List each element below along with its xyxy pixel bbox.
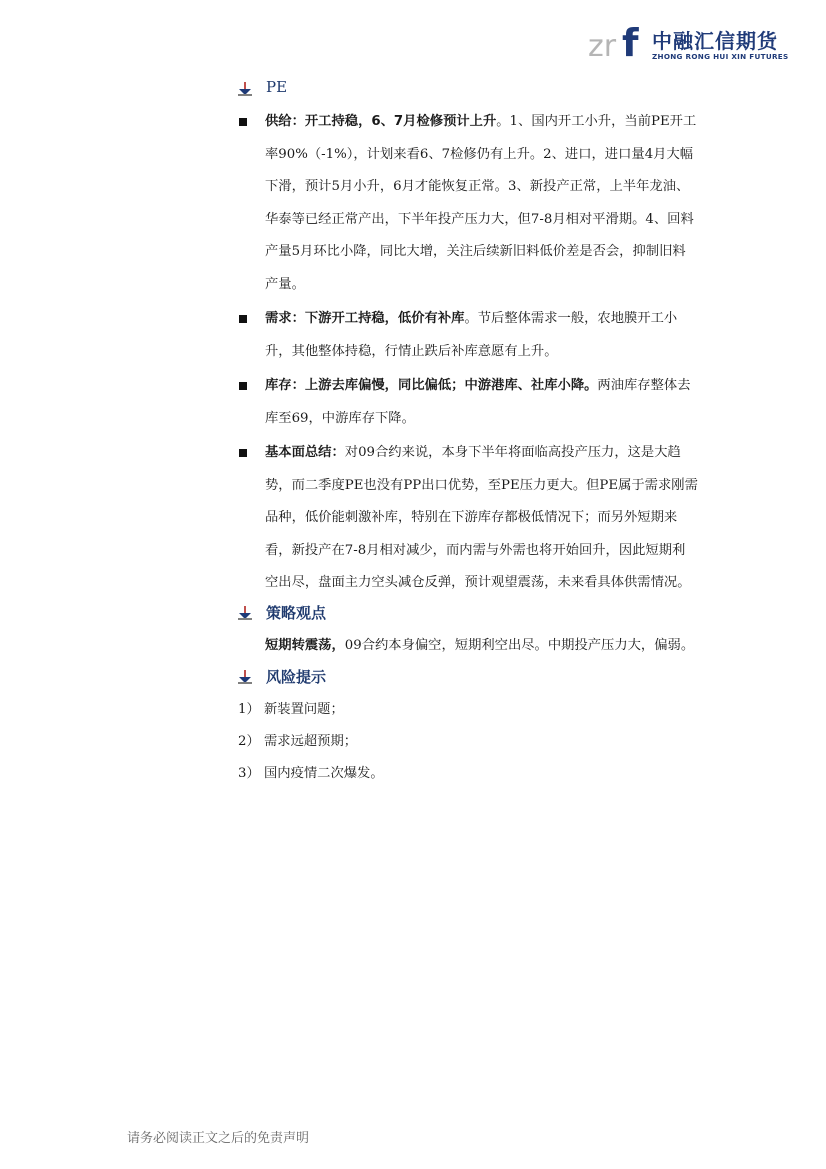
section-title-strategy: 策略观点	[266, 603, 327, 622]
section-heading-strategy	[238, 602, 698, 624]
section-heading-risk	[238, 666, 698, 688]
square-bullet-icon	[239, 382, 247, 390]
square-bullet-icon	[239, 315, 247, 323]
section-title-risk: 风险提示	[266, 668, 327, 686]
bullet-lead: 供给：开工持稳，6、7月检修预计上升	[265, 114, 497, 129]
arrow-bullet-icon	[238, 606, 252, 620]
bullet-body: 两油库存整体去库至69，中游库存下降。	[265, 378, 691, 426]
bullet-body: 。节后整体需求一般，农地膜开工小升，其他整体持稳，行情止跌后补库意愿有上升。	[265, 311, 678, 359]
arrow-bullet-icon	[238, 82, 252, 96]
bullet-lead: 需求：下游开工持稳，低价有补库	[265, 311, 465, 326]
bullet-lead: 基本面总结：	[265, 445, 345, 460]
company-name-cn: 中融汇信期货	[652, 29, 778, 53]
bullet-item-inventory	[238, 370, 698, 435]
arrow-bullet-icon	[238, 670, 252, 684]
bullet-item-summary	[238, 437, 698, 600]
bullet-item-supply	[238, 106, 698, 301]
strategy-paragraph	[238, 630, 698, 663]
bullet-item-demand	[238, 303, 698, 368]
zrf-logo-mark	[588, 20, 650, 64]
company-name-en: ZHONG RONG HUI XIN FUTURES	[652, 52, 789, 61]
footer-disclaimer: 请务必阅读正文之后的免责声明	[127, 1131, 310, 1146]
square-bullet-icon	[239, 118, 247, 126]
risk-item: 2） 需求远超预期；	[238, 734, 358, 749]
company-logo	[588, 18, 789, 64]
risk-item: 1） 新装置问题；	[238, 702, 344, 717]
bullet-body: 对09合约来说，本身下半年将面临高投产压力，这是大趋势，而二季度PE也没有PP出口优势，至PE压力更大。但PE属于需求刚需品种，低价能刺激补库，特别在下游库存都极低情况下；而另外短期来看，新投产在7-8月相对减少，而内需与外需也将开始回升，因此短期利空出尽，盘面主力空头减仓反弹，预计观望震荡，未来看具体供需情况。	[265, 445, 698, 590]
svg-text:zr: zr	[588, 29, 617, 64]
bullet-lead: 库存：上游去库偏慢，同比偏低；中游港库、社库小降。	[265, 378, 598, 393]
risk-item: 3） 国内疫情二次爆发。	[238, 766, 384, 781]
bullet-body: 。1、国内开工小升，当前PE开工率90%（-1%），计划来看6、7检修仍有上升。2、进口，进口量4月大幅下滑，预计5月小升，6月才能恢复正常。3、新投产正常，上半年龙油、华泰等已经正常产出，下半年投产压力大，但7-8月相对平滑期。4、回料产量5月环比小降，同比大增，关注后续新旧料低价差是否会，抑制旧料产量。	[265, 114, 697, 292]
square-bullet-icon	[239, 449, 247, 457]
section-title-pe: PE	[266, 78, 288, 96]
strategy-lead: 短期转震荡，	[265, 637, 345, 653]
report-content	[238, 78, 698, 790]
section-heading-pe	[238, 78, 698, 100]
strategy-body: 09合约本身偏空，短期利空出尽。中期投产压力大，偏弱。	[344, 637, 695, 653]
svg-text:f: f	[622, 21, 639, 64]
